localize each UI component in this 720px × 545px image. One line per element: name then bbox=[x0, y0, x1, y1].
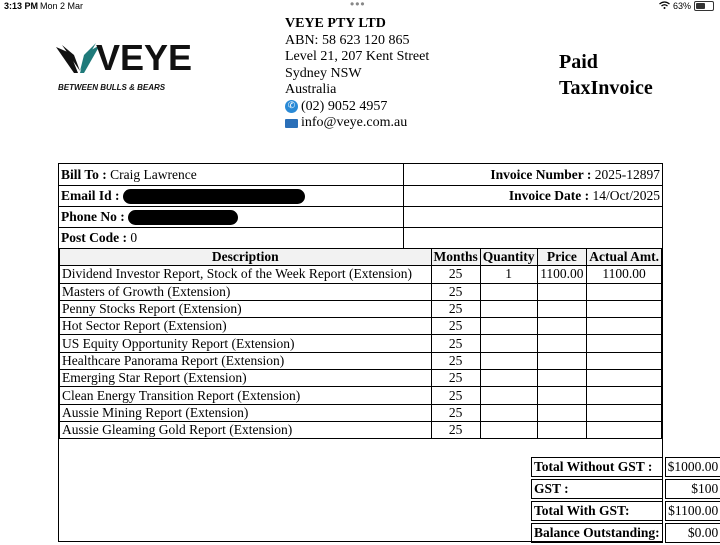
postcode-cell bbox=[59, 227, 404, 248]
item-months: 25 bbox=[431, 352, 480, 369]
item-description: Hot Sector Report (Extension) bbox=[60, 318, 432, 335]
col-description: Description bbox=[60, 249, 432, 266]
item-description: Penny Stocks Report (Extension) bbox=[60, 300, 432, 317]
billing-row-2 bbox=[59, 185, 662, 207]
postcode-label: Post Code : bbox=[61, 230, 127, 245]
item-months: 25 bbox=[431, 266, 480, 283]
col-price: Price bbox=[537, 249, 587, 266]
item-quantity bbox=[480, 421, 537, 438]
item-quantity bbox=[480, 300, 537, 317]
invoice-number-cell bbox=[405, 164, 662, 185]
document-title bbox=[559, 49, 653, 101]
billing-row-1 bbox=[59, 164, 662, 186]
item-quantity bbox=[480, 352, 537, 369]
total-without-gst-row bbox=[531, 457, 720, 477]
item-months: 25 bbox=[431, 404, 480, 421]
col-months: Months bbox=[431, 249, 480, 266]
bill-to-label: Bill To : bbox=[61, 167, 107, 182]
battery-percent: 63% bbox=[672, 1, 691, 11]
status-right bbox=[659, 1, 714, 11]
table-row bbox=[60, 335, 662, 352]
billing-row-4 bbox=[59, 227, 662, 249]
status-date: Mon 2 Mar bbox=[40, 1, 84, 11]
item-actual-amount: 1100.00 bbox=[587, 266, 662, 283]
item-description: Emerging Star Report (Extension) bbox=[60, 370, 432, 387]
logo-wordmark: VEYE bbox=[96, 37, 193, 78]
table-row bbox=[60, 387, 662, 404]
item-actual-amount bbox=[587, 421, 662, 438]
billing-row-3 bbox=[59, 206, 662, 228]
total-without-gst-value: $1000.00 bbox=[665, 457, 720, 477]
total-with-gst-label: Total With GST: bbox=[531, 501, 663, 521]
invoice-date-cell bbox=[405, 185, 662, 206]
item-months: 25 bbox=[431, 335, 480, 352]
item-description: Dividend Investor Report, Stock of the Week Report (Extension) bbox=[60, 266, 432, 283]
item-actual-amount bbox=[587, 335, 662, 352]
invoice-number-label: Invoice Number : bbox=[490, 167, 592, 182]
item-price bbox=[537, 421, 587, 438]
billing-header bbox=[59, 164, 662, 248]
invoice-date-value: 14/Oct/2025 bbox=[592, 188, 660, 203]
item-quantity bbox=[480, 370, 537, 387]
item-price bbox=[537, 352, 587, 369]
item-description: Healthcare Panorama Report (Extension) bbox=[60, 352, 432, 369]
phone-cell bbox=[59, 206, 404, 227]
item-price bbox=[537, 370, 587, 387]
bill-to-value: Craig Lawrence bbox=[110, 167, 197, 182]
item-quantity bbox=[480, 387, 537, 404]
status-time: 3:13 PM bbox=[4, 1, 39, 11]
multitasking-dots[interactable]: ••• bbox=[350, 0, 366, 11]
status-bar bbox=[0, 0, 720, 13]
company-address-line2: Sydney NSW bbox=[285, 65, 362, 81]
company-logo bbox=[56, 37, 191, 99]
col-actual-amount: Actual Amt. bbox=[587, 249, 662, 266]
total-without-gst-label: Total Without GST : bbox=[531, 457, 663, 477]
item-price bbox=[537, 283, 587, 300]
email-label: Email Id : bbox=[61, 188, 120, 203]
company-country: Australia bbox=[285, 82, 337, 97]
item-price bbox=[537, 387, 587, 404]
postcode-value: 0 bbox=[130, 230, 138, 245]
col-quantity: Quantity bbox=[480, 249, 537, 266]
item-months: 25 bbox=[431, 300, 480, 317]
company-address-line1: Level 21, 207 Kent Street bbox=[285, 49, 430, 64]
phone-label: Phone No : bbox=[61, 209, 125, 224]
phone-icon: ✆ bbox=[285, 100, 298, 113]
item-description: Clean Energy Transition Report (Extension) bbox=[60, 387, 432, 404]
item-quantity bbox=[480, 404, 537, 421]
invoice-number-value: 2025-12897 bbox=[594, 167, 660, 182]
item-months: 25 bbox=[431, 370, 480, 387]
items-table bbox=[59, 248, 662, 439]
item-quantity bbox=[480, 283, 537, 300]
item-price bbox=[537, 300, 587, 317]
invoice-box bbox=[58, 163, 719, 542]
item-months: 25 bbox=[431, 387, 480, 404]
item-actual-amount bbox=[587, 370, 662, 387]
item-months: 25 bbox=[431, 421, 480, 438]
battery-fill bbox=[696, 3, 705, 9]
invoice-page bbox=[0, 13, 720, 540]
item-quantity: 1 bbox=[480, 266, 537, 283]
item-description: Aussie Gleaming Gold Report (Extension) bbox=[60, 421, 432, 438]
item-actual-amount bbox=[587, 318, 662, 335]
total-with-gst-row bbox=[531, 501, 720, 521]
wifi-icon bbox=[659, 1, 670, 11]
company-abn: ABN: 58 623 120 865 bbox=[285, 32, 410, 48]
table-row bbox=[60, 318, 662, 335]
item-price: 1100.00 bbox=[537, 266, 587, 283]
item-price bbox=[537, 404, 587, 421]
totals-table bbox=[529, 455, 720, 545]
item-actual-amount bbox=[587, 283, 662, 300]
logo-tagline: BETWEEN BULLS & BEARS bbox=[58, 83, 166, 92]
balance-outstanding-row bbox=[531, 523, 720, 543]
email-cell bbox=[59, 185, 404, 206]
table-row bbox=[60, 421, 662, 438]
item-months: 25 bbox=[431, 318, 480, 335]
document-title-line2: TaxInvoice bbox=[559, 77, 653, 99]
item-description: Masters of Growth (Extension) bbox=[60, 283, 432, 300]
item-price bbox=[537, 335, 587, 352]
table-row bbox=[60, 300, 662, 317]
item-price bbox=[537, 318, 587, 335]
item-actual-amount bbox=[587, 387, 662, 404]
table-row bbox=[60, 266, 662, 283]
table-row bbox=[60, 283, 662, 300]
gst-label: GST : bbox=[531, 479, 663, 499]
item-description: Aussie Mining Report (Extension) bbox=[60, 404, 432, 421]
battery-icon bbox=[694, 1, 714, 11]
empty-cell-3 bbox=[405, 206, 662, 227]
company-phone-row bbox=[285, 99, 429, 116]
gst-value: $100 bbox=[665, 479, 720, 499]
company-details bbox=[285, 16, 429, 132]
item-quantity bbox=[480, 318, 537, 335]
balance-outstanding-value: $0.00 bbox=[665, 523, 720, 543]
invoice-date-label: Invoice Date : bbox=[508, 188, 590, 203]
item-quantity bbox=[480, 335, 537, 352]
item-actual-amount bbox=[587, 404, 662, 421]
item-actual-amount bbox=[587, 352, 662, 369]
mail-icon bbox=[285, 119, 298, 128]
redacted-phone bbox=[128, 210, 238, 225]
items-body bbox=[60, 266, 662, 439]
total-with-gst-value: $1100.00 bbox=[665, 501, 720, 521]
items-header-row bbox=[60, 249, 662, 266]
company-email[interactable]: info@veye.com.au bbox=[301, 115, 408, 130]
company-name: VEYE PTY LTD bbox=[285, 16, 386, 31]
gst-row bbox=[531, 479, 720, 499]
table-row bbox=[60, 370, 662, 387]
item-description: US Equity Opportunity Report (Extension) bbox=[60, 335, 432, 352]
empty-cell-4 bbox=[405, 227, 662, 248]
table-row bbox=[60, 352, 662, 369]
balance-outstanding-label: Balance Outstanding: bbox=[531, 523, 663, 543]
redacted-email bbox=[123, 189, 305, 204]
item-months: 25 bbox=[431, 283, 480, 300]
table-row bbox=[60, 404, 662, 421]
item-actual-amount bbox=[587, 300, 662, 317]
company-email-row bbox=[285, 115, 429, 132]
bill-to-cell bbox=[59, 164, 404, 185]
document-title-line1: Paid bbox=[559, 51, 598, 73]
company-phone[interactable]: (02) 9052 4957 bbox=[301, 98, 388, 114]
